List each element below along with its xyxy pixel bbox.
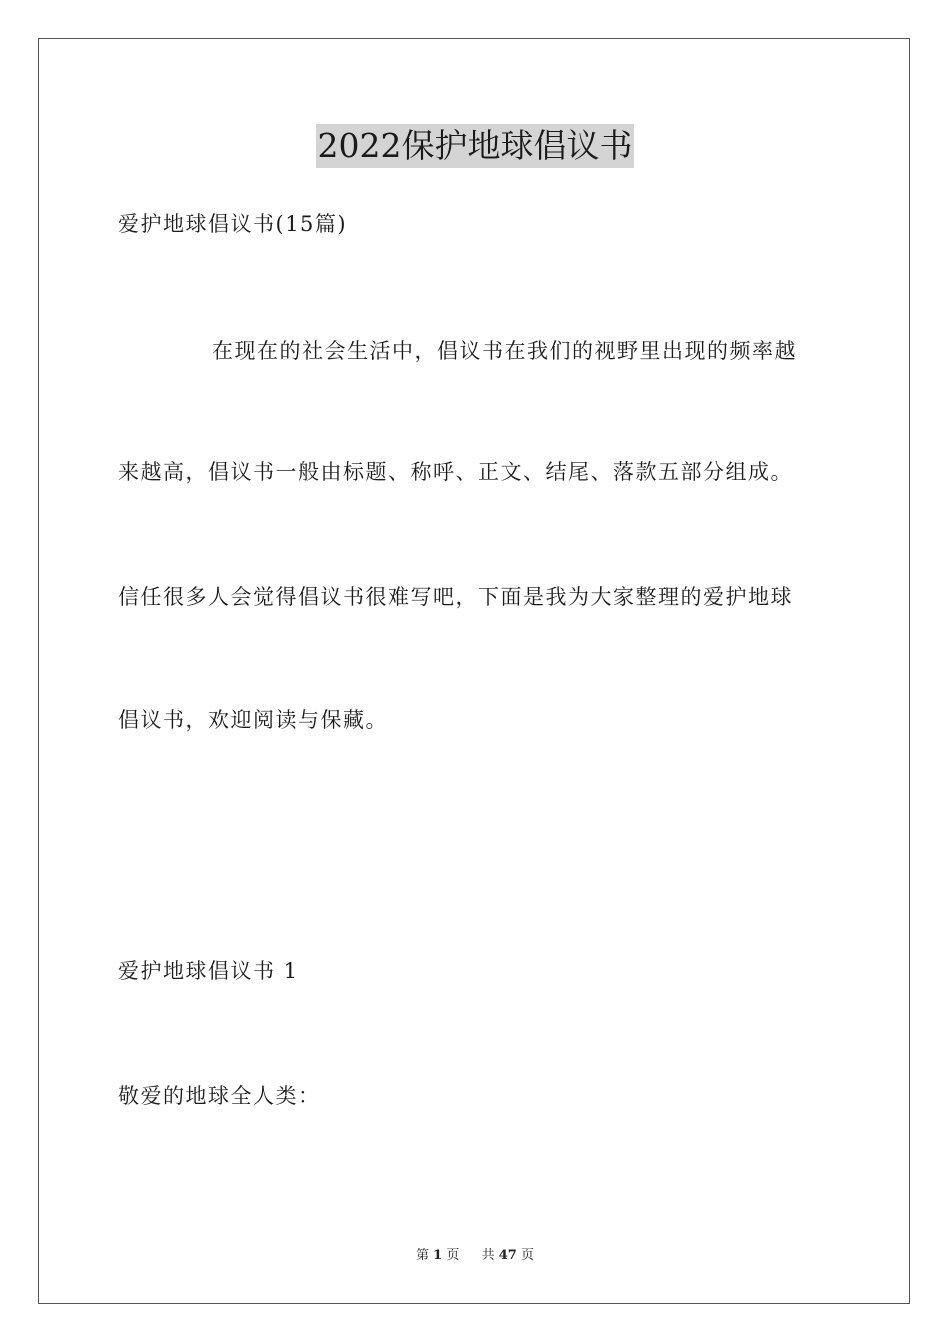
footer-page-prefix: 第 xyxy=(415,1248,429,1263)
footer-total-prefix: 共 xyxy=(481,1248,495,1263)
document-title: 2022保护地球倡议书 xyxy=(316,124,635,168)
title-container xyxy=(0,124,950,168)
section-heading: 爱护地球倡议书 1 xyxy=(118,959,299,983)
document-subtitle: 爱护地球倡议书(15篇) xyxy=(118,212,348,236)
footer-page-number: 1 xyxy=(433,1248,443,1263)
intro-line-4: 倡议书，欢迎阅读与保藏。 xyxy=(118,708,388,732)
intro-line-3: 信任很多人会觉得倡议书很难写吧，下面是我为大家整理的爱护地球 xyxy=(118,585,793,609)
footer-page-suffix: 页 xyxy=(446,1248,460,1263)
intro-line-2: 来越高，倡议书一般由标题、称呼、正文、结尾、落款五部分组成。 xyxy=(118,460,793,484)
footer-total-suffix: 页 xyxy=(521,1248,535,1263)
footer-total-pages: 47 xyxy=(498,1248,517,1263)
salutation: 敬爱的地球全人类： xyxy=(118,1084,321,1108)
intro-line-1: 在现在的社会生活中，倡议书在我们的视野里出现的频率越 xyxy=(212,339,797,363)
page-footer xyxy=(0,1247,950,1265)
